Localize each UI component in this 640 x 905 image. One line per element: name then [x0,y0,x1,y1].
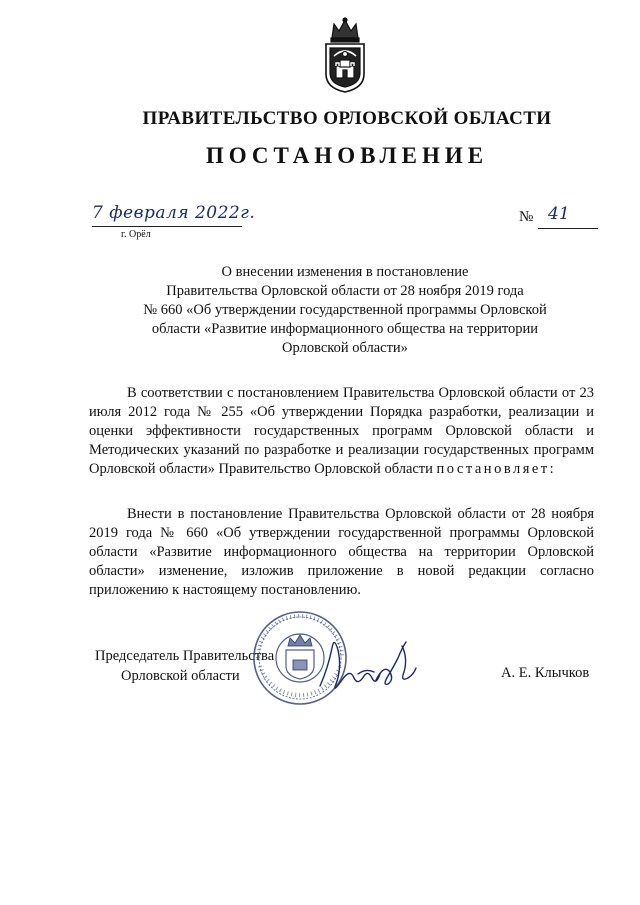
position-line: Председатель Правительства [95,648,275,664]
oryol-coat-of-arms-icon [322,16,368,94]
position-line: Орловской области [121,668,240,684]
date-underline [92,226,242,227]
subject-line: Орловской области» [282,340,408,356]
body-paragraph-basis [89,384,594,479]
document-subject [110,263,580,358]
resolves-keyword: постановляет: [436,461,557,477]
signatory-name: А. Е. Клычков [501,665,590,681]
signatory-position [95,646,274,686]
subject-line: Правительства Орловской области от 28 ноября 2019 года [166,283,524,299]
number-underline [538,228,598,229]
handwritten-number: 41 [548,204,570,224]
body-paragraph-resolution: Внести в постановление Правительства Орловской области от 28 ноября 2019 года № 660 «Об утверждении государственной программы Орловской области «Развитие информационного общества на территории Орловской области» изменение, изложив приложение в новой редакции согласно приложению к настоящему постановлению. [89,506,594,598]
subject-line: О внесении изменения в постановление [221,264,469,280]
basis-text: В соответствии с постановлением Правительства Орловской области от 23 июля 2012 года № 255 «Об утверждении Порядка разработки, реализации и оценки эффективности государственных программ Орловской области и Методических указаний по разработке и реализации государственных программ Орловской области» Правительство Орловской области [89,385,594,477]
document-type-title: ПОСТАНОВЛЕНИЕ [205,143,489,168]
subject-line: области «Развитие информационного общества на территории [151,321,539,337]
city-label: г. Орёл [121,229,151,240]
organization-title: ПРАВИТЕЛЬСТВО ОРЛОВСКОЙ ОБЛАСТИ [142,108,552,129]
subject-line: № 660 «Об утверждении государственной программы Орловской [143,302,547,318]
number-label: № [519,209,534,225]
handwritten-date: 7 февраля 2022г. [92,203,256,223]
handwritten-signature-icon [318,628,418,698]
